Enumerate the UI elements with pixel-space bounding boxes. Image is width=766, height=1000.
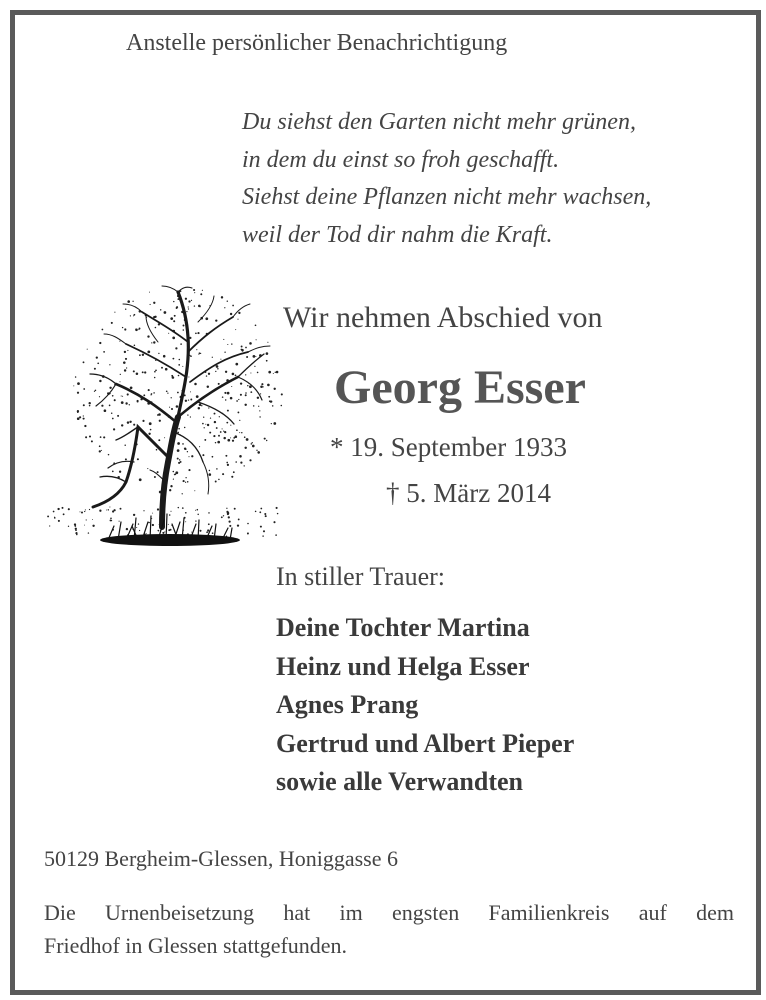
deceased-name: Georg Esser (334, 361, 586, 414)
poem-line: weil der Tod dir nahm die Kraft. (242, 221, 553, 248)
poem-line: Siehst deine Pflanzen nicht mehr wachsen, (242, 184, 652, 210)
notice-line: Friedhof in Glessen stattgefunden. (44, 933, 348, 958)
address: 50129 Bergheim-Glessen, Honiggasse 6 (44, 846, 398, 871)
poem-line: Du siehst den Garten nicht mehr grünen, (242, 109, 636, 135)
birth-date: * 19. September 1933 (330, 432, 567, 462)
mourning-label: In stiller Trauer: (276, 562, 445, 591)
mourner-name: Deine Tochter Martina (276, 613, 530, 642)
mourner-name: Agnes Prang (276, 690, 419, 719)
mourner-name: sowie alle Verwandten (276, 767, 523, 796)
burial-notice (44, 896, 734, 962)
mourners-list (276, 609, 574, 802)
header-text: Anstelle persönlicher Benachrichtigung (126, 30, 508, 56)
notice-line: Die Urnenbeisetzung hat im engsten Familienkreis auf dem (44, 900, 734, 925)
farewell-intro: Wir nehmen Abschied von (283, 301, 603, 334)
tree-icon (38, 282, 286, 548)
poem-line: in dem du einst so froh geschafft. (242, 146, 560, 173)
death-date: † 5. März 2014 (386, 478, 551, 508)
mourner-name: Gertrud und Albert Pieper (276, 728, 575, 758)
mourner-name: Heinz und Helga Esser (276, 651, 530, 681)
poem (242, 104, 651, 254)
